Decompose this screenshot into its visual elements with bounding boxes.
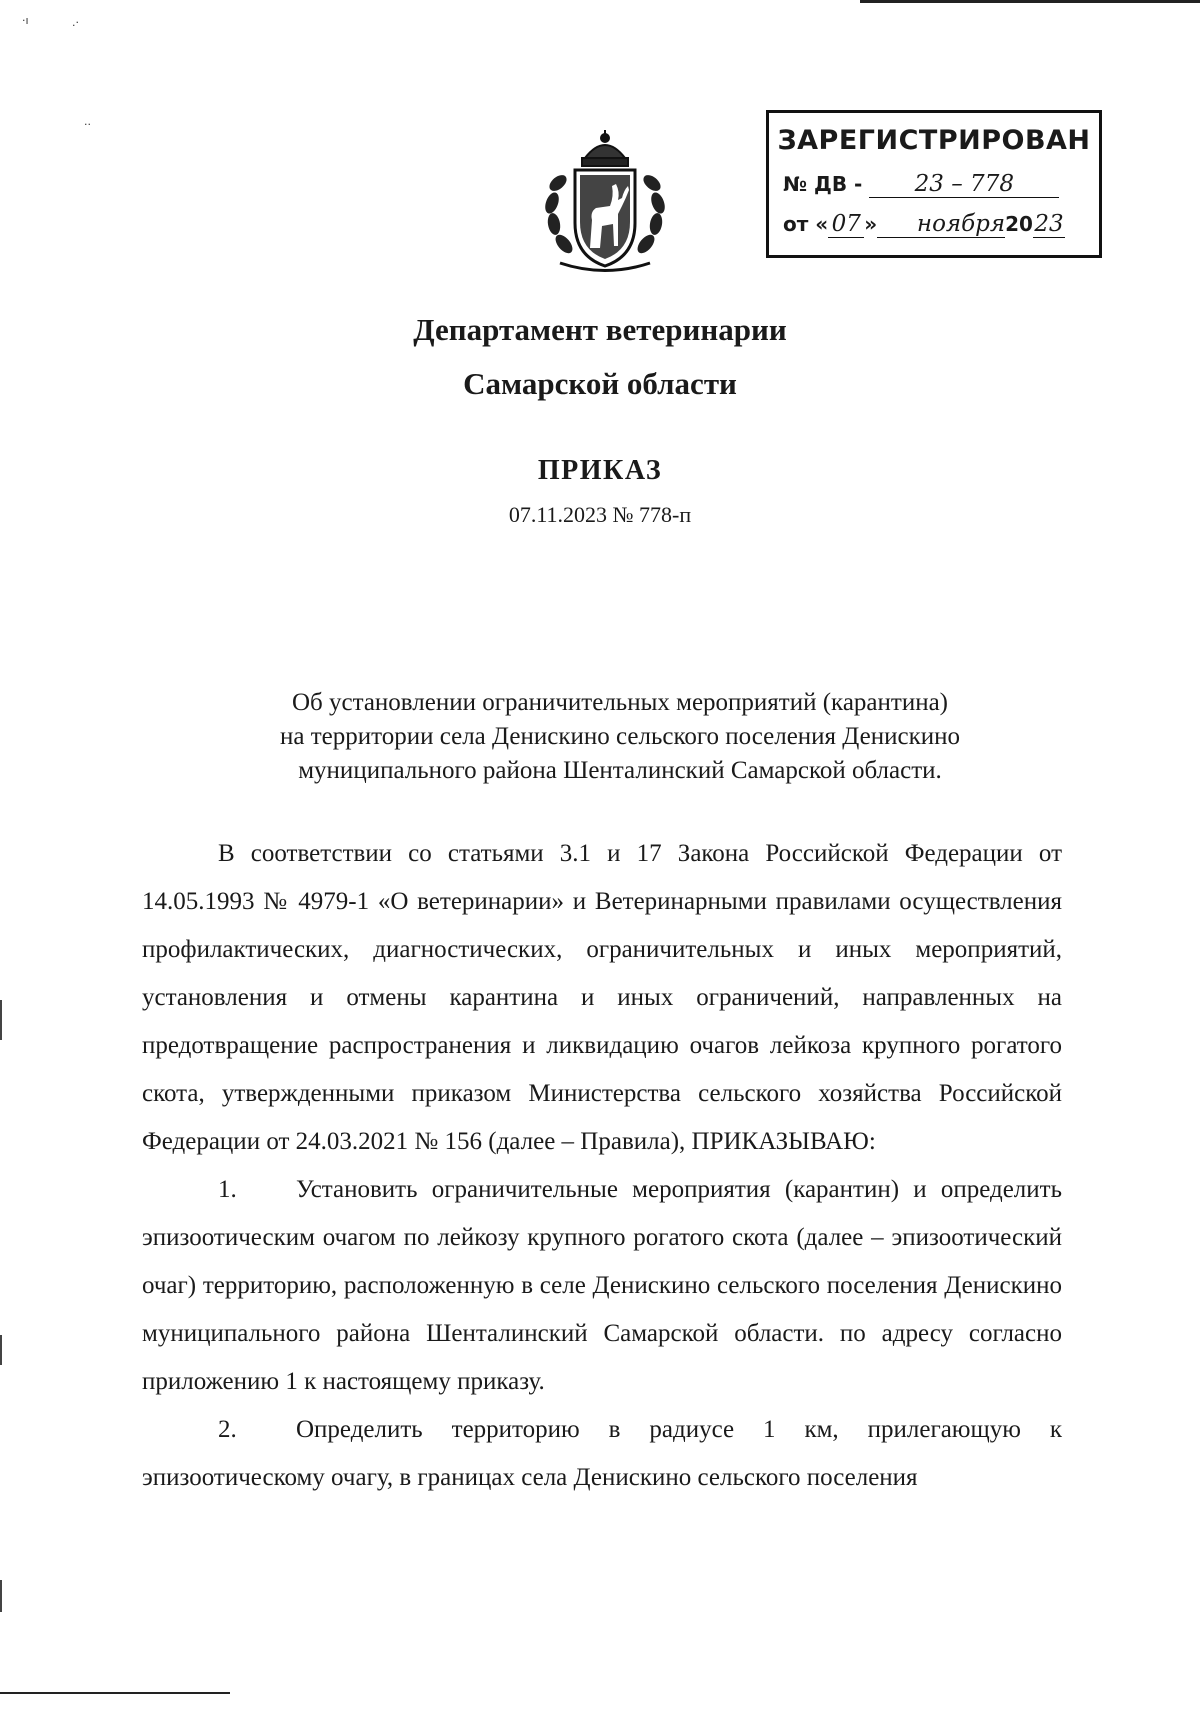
- subject-line: муниципального района Шенталинский Самарской области.: [298, 757, 942, 784]
- scan-speck: ·ı: [22, 14, 29, 27]
- registration-stamp: [766, 110, 1102, 258]
- item-text: Определить территорию в радиусе 1 км, прилегающую к эпизоотическому очагу, в границах села Денискино сельского поселения: [142, 1416, 1062, 1491]
- item-2-paragraph: [142, 1406, 1062, 1502]
- department-name: Департамент ветеринарии: [413, 312, 787, 347]
- item-number: 1.: [218, 1176, 237, 1203]
- stamp-number-field: [869, 171, 1059, 198]
- preamble-paragraph: В соответствии со статьями 3.1 и 17 Закона Российской Федерации от 14.05.1993 № 4979-1 «О ветеринарии» и Ветеринарными правилами осуществления профилактических, диагностических, ограничительных и иных мероприятий, установления и отмены карантина и иных ограничений, направленных на предотвращение распространения и ликвидацию очагов лейкоза крупного рогатого скота, утвержденными приказом Министерства сельского хозяйства Российской Федерации от 24.03.2021 № 156 (далее – Правила), ПРИКАЗЫВАЮ:: [142, 840, 1062, 1155]
- samara-coat-of-arms-icon: [530, 128, 680, 278]
- stamp-date-year-prefix: 20: [1005, 212, 1033, 236]
- scan-edge-mark: [0, 1000, 2, 1040]
- scan-edge-mark: [0, 1580, 2, 1612]
- scan-edge-mark: [0, 1335, 2, 1365]
- stamp-date-day: 07: [831, 211, 861, 237]
- order-body: [142, 830, 1062, 1502]
- order-number: 07.11.2023 № 778-п: [508, 502, 692, 527]
- scan-edge-line: [0, 1692, 230, 1694]
- stamp-date-year-field: [1033, 211, 1065, 238]
- order-title: ПРИКАЗ: [537, 455, 663, 486]
- stamp-number-row: [783, 171, 1059, 198]
- item-text: Установить ограничительные мероприятия (карантин) и определить эпизоотическим очагом по лейкозу крупного рогатого скота (далее – эпизоотический очаг) территорию, расположенную в селе Денискино сельского поселения Денискино муниципального района Шенталинский Самарской области. по адресу согласно приложению 1 к настоящему приказу.: [142, 1176, 1062, 1395]
- stamp-date-year-suffix: 23: [1034, 211, 1064, 237]
- stamp-title: ЗАРЕГИСТРИРОВАН: [777, 125, 1091, 156]
- stamp-date-month-field: [877, 211, 1005, 238]
- order-subject: [180, 686, 1060, 788]
- subject-line: на территории села Денискино сельского поселения Денискино: [279, 723, 961, 750]
- stamp-number-prefix: № ДВ -: [783, 172, 863, 196]
- scan-speck: ··: [84, 118, 91, 131]
- subject-line: Об установлении ограничительных мероприятий (карантина): [291, 689, 949, 716]
- stamp-number-value: 23 – 778: [914, 171, 1014, 197]
- item-number: 2.: [218, 1416, 237, 1443]
- stamp-date-day-field: [828, 211, 864, 238]
- stamp-date-prefix: от «: [783, 212, 829, 236]
- scan-edge-line: [860, 0, 1200, 3]
- stamp-date-mid: »: [864, 212, 878, 236]
- department-region: Самарской области: [463, 366, 737, 401]
- stamp-date-month: ноября: [916, 211, 1006, 237]
- scan-speck: .·: [72, 16, 79, 29]
- item-1-paragraph: [142, 1166, 1062, 1406]
- stamp-date-row: [783, 211, 1065, 238]
